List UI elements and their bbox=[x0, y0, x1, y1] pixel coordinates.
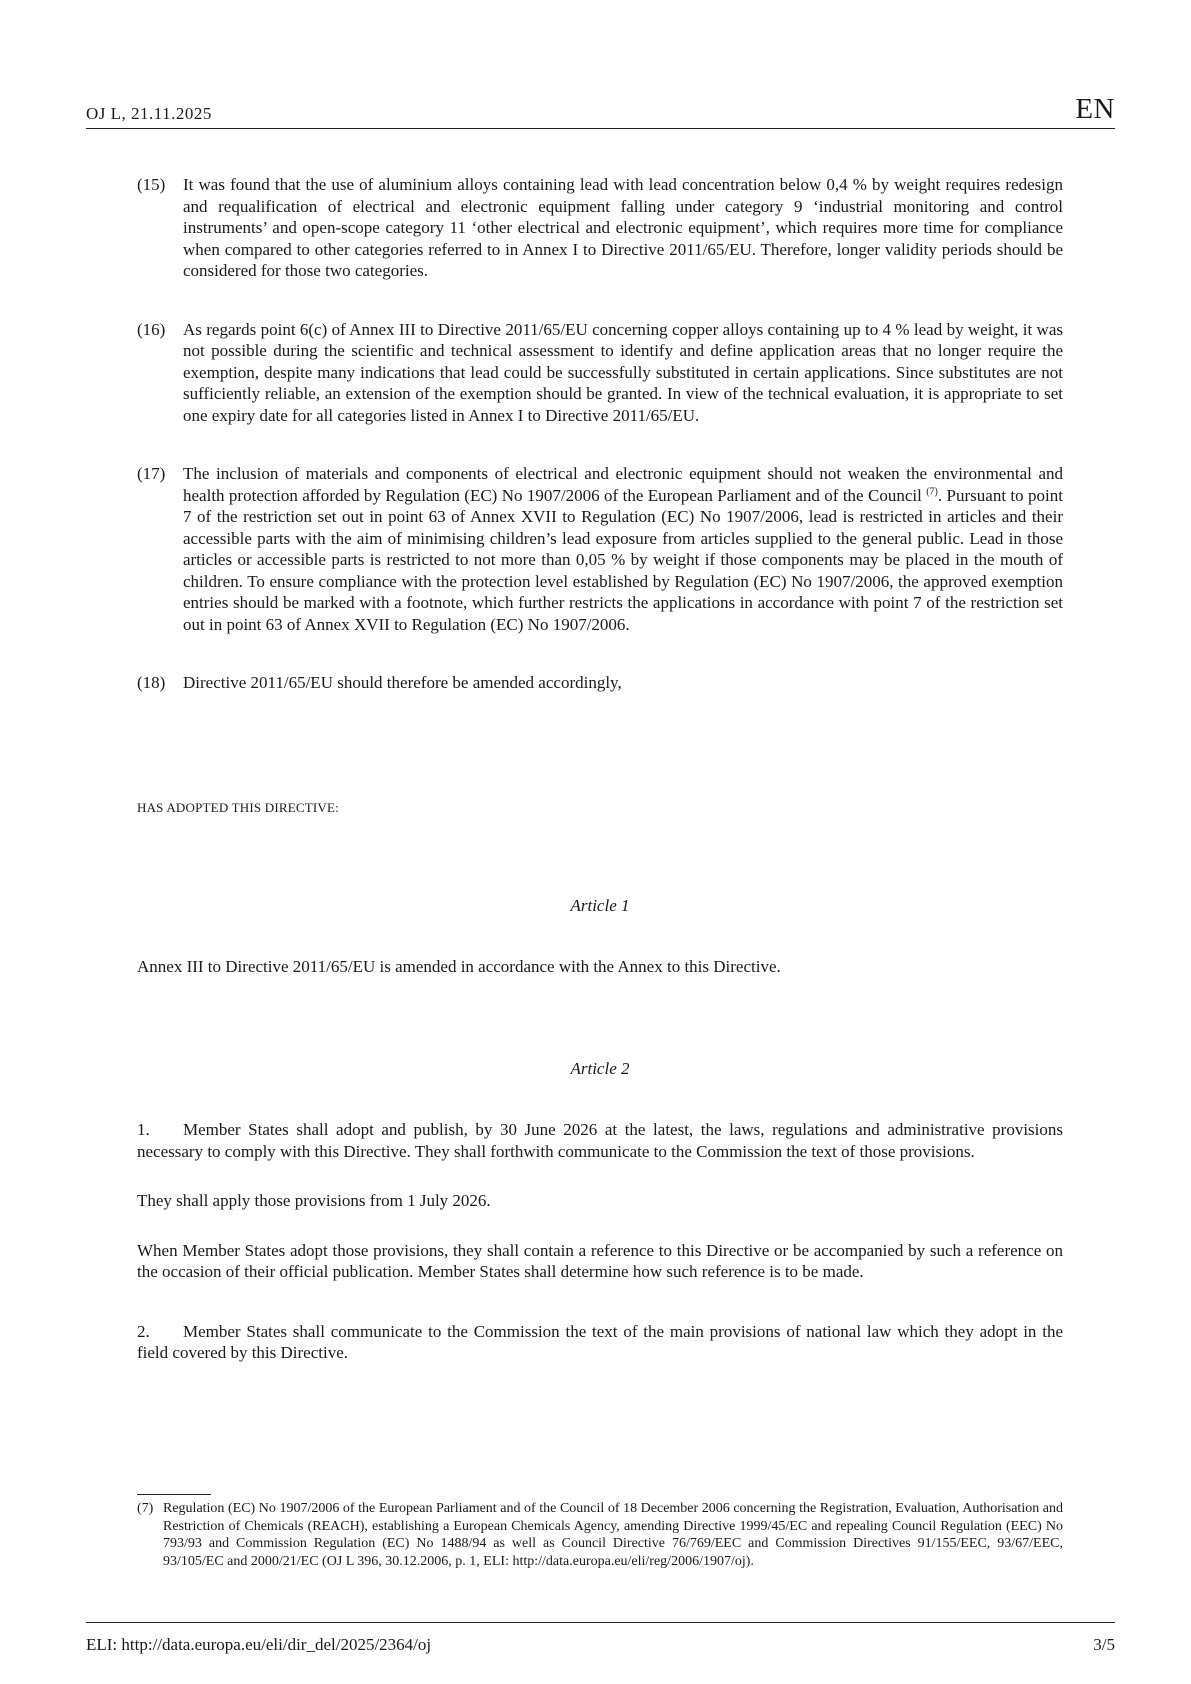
recital-text bbox=[183, 463, 1063, 635]
footnote-7 bbox=[137, 1500, 1063, 1570]
document-body bbox=[137, 174, 1063, 1364]
recital-text: As regards point 6(c) of Annex III to Directive 2011/65/EU concerning copper alloys containing up to 4 % lead by weight, it was not possible during the scientific and technical assessment to identify and define application areas that no longer require the exemption, despite many indications that lead could be successfully substituted in certain applications. Since substitutes are not sufficiently reliable, an extension of the exemption should be granted. In view of the technical evaluation, it is appropriate to set one expiry date for all categories listed in Annex I to Directive 2011/65/EU. bbox=[183, 319, 1063, 425]
paragraph-text: Member States shall adopt and publish, by 30 June 2026 at the latest, the laws, regulations and administrative provisions necessary to comply with this Directive. They shall forthwith communicate to the Commission the text of those provisions. bbox=[137, 1120, 1063, 1161]
recital-15 bbox=[137, 174, 1063, 282]
article-2-paragraph-2 bbox=[137, 1321, 1063, 1364]
language-code: EN bbox=[1075, 93, 1115, 125]
article-2-paragraph-1 bbox=[137, 1119, 1063, 1162]
recital-text: Directive 2011/65/EU should therefore be amended accordingly, bbox=[183, 673, 622, 692]
recital-number: (17) bbox=[137, 464, 166, 483]
page-number: 3/5 bbox=[1093, 1635, 1115, 1654]
footnote-text: Regulation (EC) No 1907/2006 of the European Parliament and of the Council of 18 December 2006 concerning the Registration, Evaluation, Authorisation and Restriction of Chemicals (REACH), establishing a European Chemicals Agency, amending Directive 1999/45/EC and repealing Council Regulation (EEC) No 793/93 and Commission Regulation (EC) No 1488/94 as well as Council Directive 76/769/EEC and Commission Directives 91/155/EEC, 93/67/EEC, 93/105/EC and 2000/21/EC (OJ L 396, 30.12.2006, p. 1, ELI: http://data.europa.eu/eli/reg/2006/1907/oj). bbox=[163, 1501, 1063, 1569]
footnote-mark: (7) bbox=[137, 1501, 154, 1516]
recital-16 bbox=[137, 319, 1063, 427]
footnote-reference-link[interactable]: (7) bbox=[926, 485, 938, 497]
article-2-title: Article 2 bbox=[570, 1059, 630, 1078]
recital-18 bbox=[137, 672, 1063, 694]
recital-text-part: . Pursuant to point 7 of the restriction set out in point 63 of Annex XVII to Regulation (EC) No 1907/2006, lead is restricted in articles and their accessible parts with the aim of minimising children’s lead exposure from articles supplied to the general public. Lead in those articles or accessible parts is restricted to not more than 0,05 % by weight if those components may be placed in the mouth of children. To ensure compliance with the protection level established by Regulation (EC) No 1907/2006, the approved exemption entries should be marked with a footnote, which further restricts the applications in accordance with point 7 of the restriction set out in point 63 of Annex XVII to Regulation (EC) No 1907/2006. bbox=[183, 485, 1063, 634]
recital-number: (15) bbox=[137, 175, 166, 194]
paragraph-number: 2. bbox=[137, 1321, 150, 1341]
adoption-formula: HAS ADOPTED THIS DIRECTIVE: bbox=[137, 799, 339, 815]
page-header bbox=[86, 92, 1115, 129]
recital-17 bbox=[137, 463, 1063, 635]
article-1-text: Annex III to Directive 2011/65/EU is amended in accordance with the Annex to this Directive. bbox=[137, 956, 781, 976]
article-1-title: Article 1 bbox=[570, 895, 630, 915]
recital-text-part: The inclusion of materials and components of electrical and electronic equipment should not weaken the environmental and health protection afforded by Regulation (EC) No 1907/2006 of the European Parliament and of the Council bbox=[183, 464, 1063, 505]
recital-number: (18) bbox=[137, 673, 166, 692]
paragraph-number: 1. bbox=[137, 1120, 150, 1139]
recital-text: It was found that the use of aluminium alloys containing lead with lead concentration below 0,4 % by weight requires redesign and requalification of electrical and electronic equipment falling under category 9 ‘industrial monitoring and control instruments’ and open-scope category 11 ‘other electrical and electronic equipment’, which requires more time for compliance when compared to other categories referred to in Annex I to Directive 2011/65/EU. Therefore, longer validity periods should be considered for those two categories. bbox=[183, 175, 1063, 280]
eli-link[interactable]: ELI: http://data.europa.eu/eli/dir_del/2025/2364/oj bbox=[86, 1635, 432, 1654]
journal-reference: OJ L, 21.11.2025 bbox=[86, 104, 212, 123]
paragraph-text: Member States shall communicate to the Commission the text of the main provisions of national law which they adopt in the field covered by this Directive. bbox=[137, 1321, 1063, 1362]
page-footer bbox=[86, 1622, 1115, 1663]
footnote-separator bbox=[137, 1494, 211, 1495]
recital-number: (16) bbox=[137, 319, 166, 339]
article-2-paragraph-1-sub-b: They shall apply those provisions from 1 July 2026. bbox=[137, 1191, 491, 1210]
article-2-paragraph-1-sub-c: When Member States adopt those provisions, they shall contain a reference to this Directive or be accompanied by such a reference on the occasion of their official publication. Member States shall determine how such reference is to be made. bbox=[137, 1240, 1063, 1281]
